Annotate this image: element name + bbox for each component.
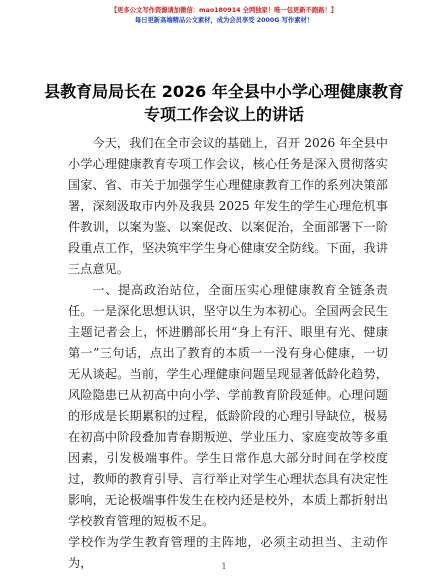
document-body: [68, 133, 388, 574]
document-title: 县教育局局长在 2026 年全县中小学心理健康教育专项工作会议上的讲话: [44, 82, 404, 124]
promo-banner-line2: 每日更新高端精品公文素材，成为会员享受 2000G 写作素材！: [134, 17, 314, 24]
paragraph-continued: 学校作为学生教育管理的主阵地，必须主动担当、主动作为，: [68, 535, 388, 570]
page-number: 1: [221, 562, 227, 571]
promo-banner: [0, 6, 448, 26]
paragraph-intro: 今天，我们在全市会议的基础上，召开 2026 年全县中小学心理健康教育专项工作会议，核心任务是深入贯彻落实国家、省、市关于加强学生心理健康教育工作的系列决策部署，深刻汲取市内外及我县 2025 年发生的学生心理危机事件教训，以案为鉴、以案促改、以案促治，全面部署下一阶段重点工作，坚决筑牢学生身心健康安全防线。下面，我讲三点意见。: [68, 136, 388, 276]
promo-banner-line1: 【更多公文写作资源请加微信：mao180914 全网独家！唯一包更新不跑路！】: [110, 7, 338, 14]
paragraph-section-1: 一、提高政治站位，全面压实心理健康教育全链条责任。一是深化思想认识，坚守以生为本初心。全国两会民生主题记者会上，怀进鹏部长用“身上有汗、眼里有光、健康第一”三句话，点出了教育的本质一一没有身心健康，一切无从谈起。当前，学生心理健康问题呈现显著低龄化趋势，风险隐患已从初高中向小学、学前教育阶段延伸。心理问题的形成是长期累积的过程，低龄阶段的心理引导缺位，极易在初高中阶段叠加青春期叛逆、学业压力、家庭变故等多重因素，引发极端事件。学生日常作息大部分时间在学校度过，教师的教育引导、言行举止对学生心理状态具有决定性影响，无论极端事件发生在校内还是校外，本质上都折射出学校教育管理的短板不足。: [68, 283, 388, 528]
